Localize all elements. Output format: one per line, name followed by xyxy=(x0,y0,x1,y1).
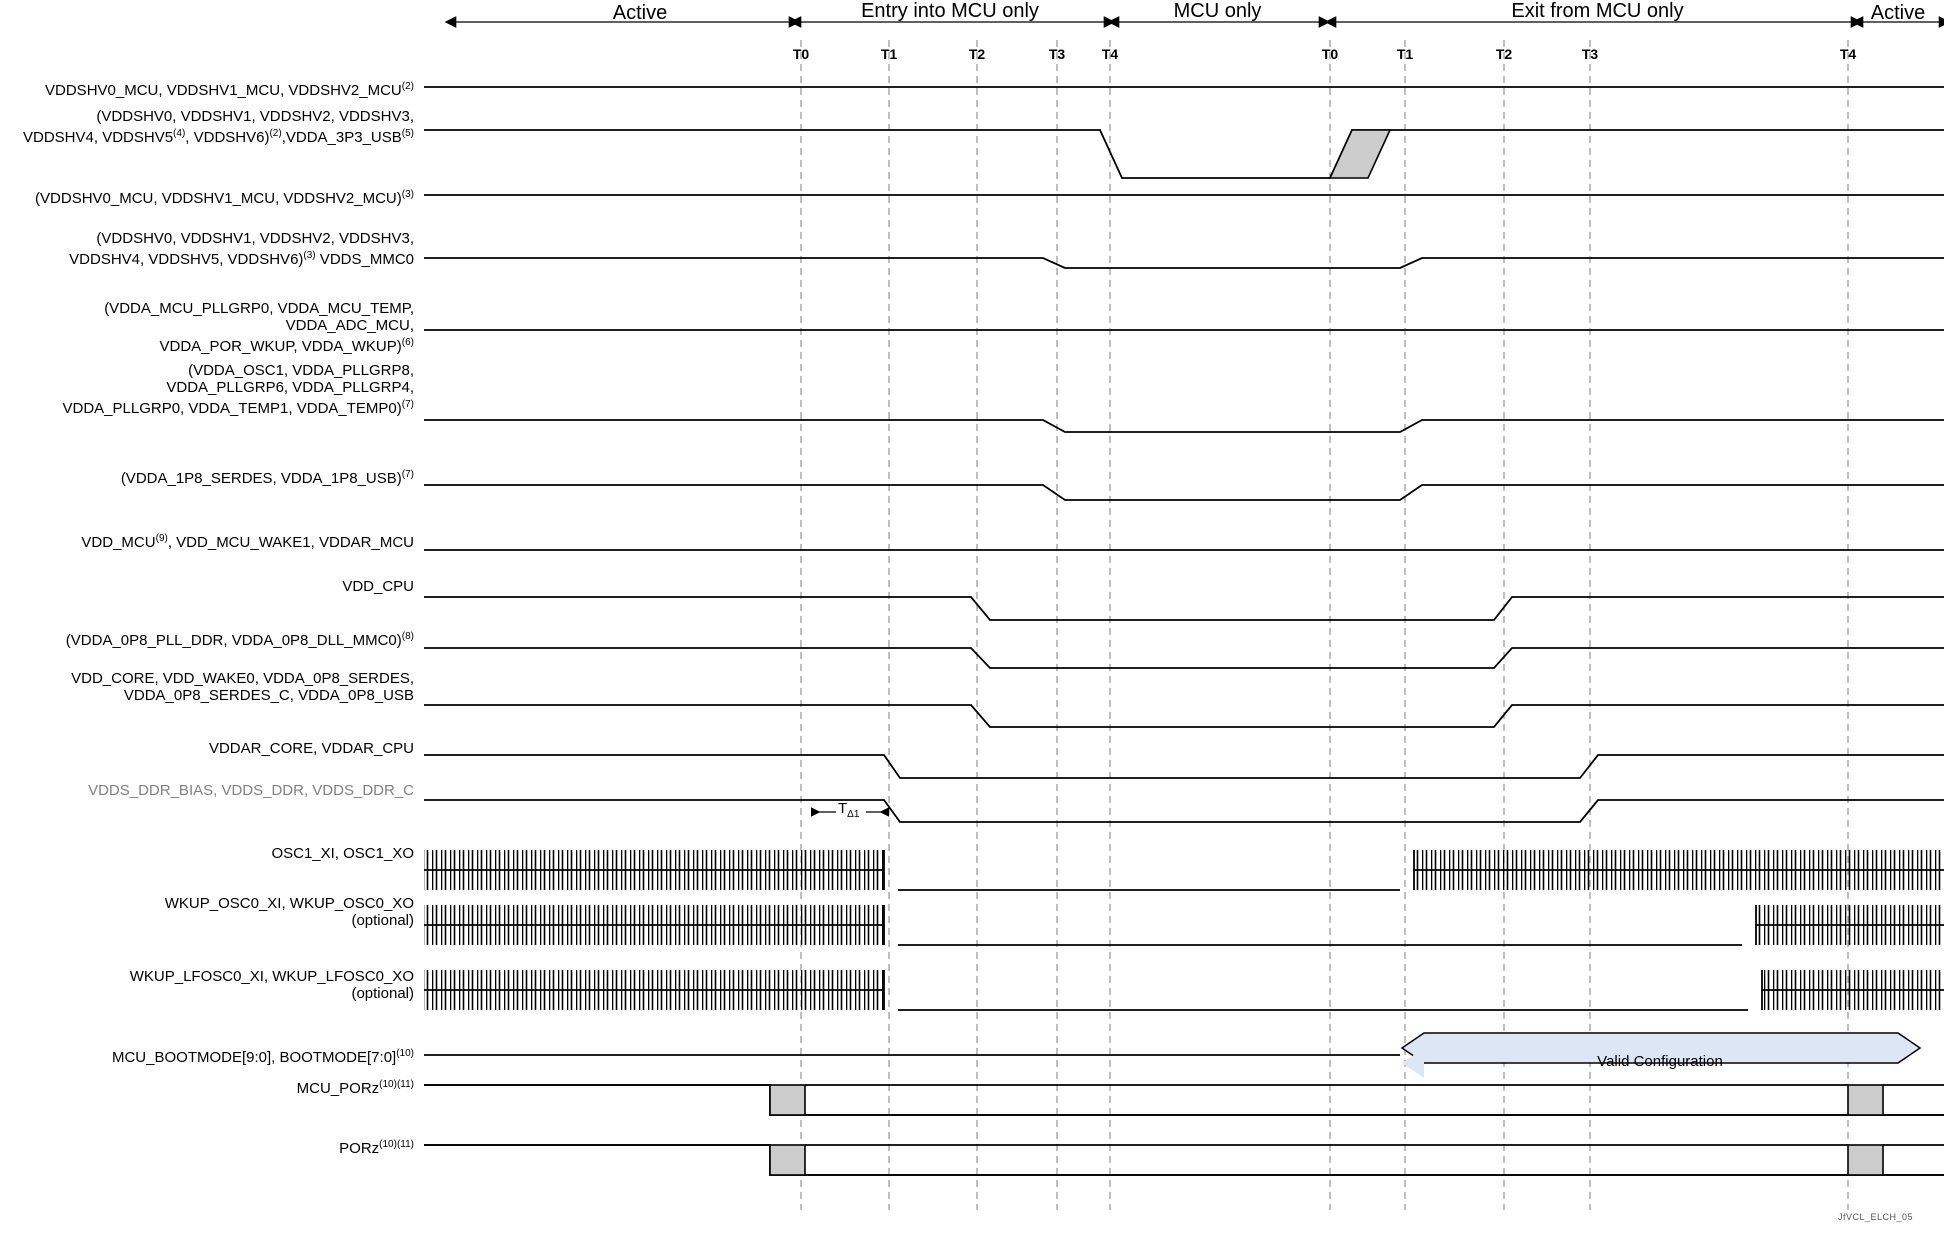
phase-label-3: Exit from MCU only xyxy=(1511,0,1684,22)
phase-label-2: MCU only xyxy=(1173,0,1262,22)
time-mark-t0-b: T0 xyxy=(1321,46,1339,62)
signal-label-vddshv-mcu-2: VDDSHV0_MCU, VDDSHV1_MCU, VDDSHV2_MCU$^{(2)}$ xyxy=(45,81,414,99)
signal-label-vdda-0p8-pll: (VDDA_0P8_PLL_DDR, VDDA_0P8_DLL_MMC0)$^{(8)}$ xyxy=(65,631,414,649)
phase-label-4: Active xyxy=(1870,2,1926,24)
signal-label-vdda-mcu-group: (VDDA_MCU_PLLGRP0, VDDA_MCU_TEMP, VDDA_ADC_MCU, VDDA_POR_WKUP, VDDA_WKUP)$^{(6)}$ xyxy=(104,300,414,355)
wkup-osc0-oscillation-right xyxy=(1756,905,1944,945)
signal-label-vdds-mmc0: (VDDSHV0, VDDSHV1, VDDSHV2, VDDSHV3, VDDSHV4, VDDSHV5, VDDSHV6)$^{(3)}$ VDDS_MMC0 xyxy=(69,230,414,268)
time-mark-t3-b: T3 xyxy=(1581,46,1599,62)
time-mark-t3-a: T3 xyxy=(1048,46,1066,62)
signal-label-vddshv-mcu-3: (VDDSHV0_MCU, VDDSHV1_MCU, VDDSHV2_MCU)$^{(3)}$ xyxy=(35,189,414,207)
t-delta1-annotation: $T_{\Delta 1}$ xyxy=(838,800,860,820)
time-mark-t2-a: T2 xyxy=(968,46,986,62)
phase-label-1: Entry into MCU only xyxy=(861,0,1039,22)
time-mark-t0-a: T0 xyxy=(792,46,810,62)
time-mark-t4-a: T4 xyxy=(1101,46,1119,62)
signal-label-bootmode: MCU_BOOTMODE[9:0], BOOTMODE[7:0]$^{(10)}$ xyxy=(111,1048,414,1066)
time-mark-t1-a: T1 xyxy=(880,46,898,62)
signal-label-porz: PORz$^{(10)(11)}$ xyxy=(339,1139,414,1157)
mcu-porz-pulse-left xyxy=(770,1085,805,1115)
signal-label-vdd-cpu: VDD_CPU xyxy=(342,578,414,595)
signal-label-vddar-core: VDDAR_CORE, VDDAR_CPU xyxy=(208,740,414,757)
mcu-porz-pulse-right xyxy=(1848,1085,1883,1115)
time-mark-t1-b: T1 xyxy=(1396,46,1414,62)
signal-label-vdda-1p8: (VDDA_1P8_SERDES, VDDA_1P8_USB)$^{(7)}$ xyxy=(120,469,414,487)
signal-label-mcu-porz: MCU_PORz$^{(10)(11)}$ xyxy=(296,1079,414,1097)
time-mark-t4-b: T4 xyxy=(1839,46,1857,62)
signal-label-osc1: OSC1_XI, OSC1_XO xyxy=(271,845,414,862)
signal-label-vdd-mcu: VDD_MCU$^{(9)}$, VDD_MCU_WAKE1, VDDAR_MCU xyxy=(81,533,414,551)
wkup-osc0-oscillation-left xyxy=(424,905,884,945)
signal-label-vdda-osc-pll-group: (VDDA_OSC1, VDDA_PLLGRP8, VDDA_PLLGRP6, VDDA_PLLGRP4, VDDA_PLLGRP0, VDDA_TEMP1, VDDA_TEMP0)$^{(7)}$ xyxy=(62,362,414,417)
porz-pulse-right xyxy=(1848,1145,1883,1175)
porz-pulse-left xyxy=(770,1145,805,1175)
time-mark-t2-b: T2 xyxy=(1495,46,1513,62)
signal-label-vddshv-group-vdda3p3usb: (VDDSHV0, VDDSHV1, VDDSHV2, VDDSHV3, VDDSHV4, VDDSHV5$^{(4)}$, VDDSHV6)$^{(2)}$,VDDA_3P3_USB$^{(5)}$ xyxy=(23,108,414,146)
signal-label-vdd-core: VDD_CORE, VDD_WAKE0, VDDA_0P8_SERDES, VDDA_0P8_SERDES_C, VDDA_0P8_USB xyxy=(71,670,414,704)
signal-label-vdds-ddr: VDDS_DDR_BIAS, VDDS_DDR, VDDS_DDR_C xyxy=(88,782,414,799)
phase-label-0: Active xyxy=(612,2,668,24)
osc1-oscillation-right xyxy=(1414,850,1944,890)
osc1-oscillation-left xyxy=(424,850,884,890)
figure-code: JfVCL_ELCH_05 xyxy=(1838,1212,1914,1222)
signal-label-wkup-lfosc0: WKUP_LFOSC0_XI, WKUP_LFOSC0_XO (optional) xyxy=(129,968,414,1002)
valid-configuration-label: Valid Configuration xyxy=(1597,1053,1723,1070)
signal-label-wkup-osc0: WKUP_OSC0_XI, WKUP_OSC0_XO (optional) xyxy=(164,895,414,929)
wkup-lfosc0-oscillation-left xyxy=(424,970,884,1010)
wkup-lfosc0-oscillation-right xyxy=(1762,970,1944,1010)
